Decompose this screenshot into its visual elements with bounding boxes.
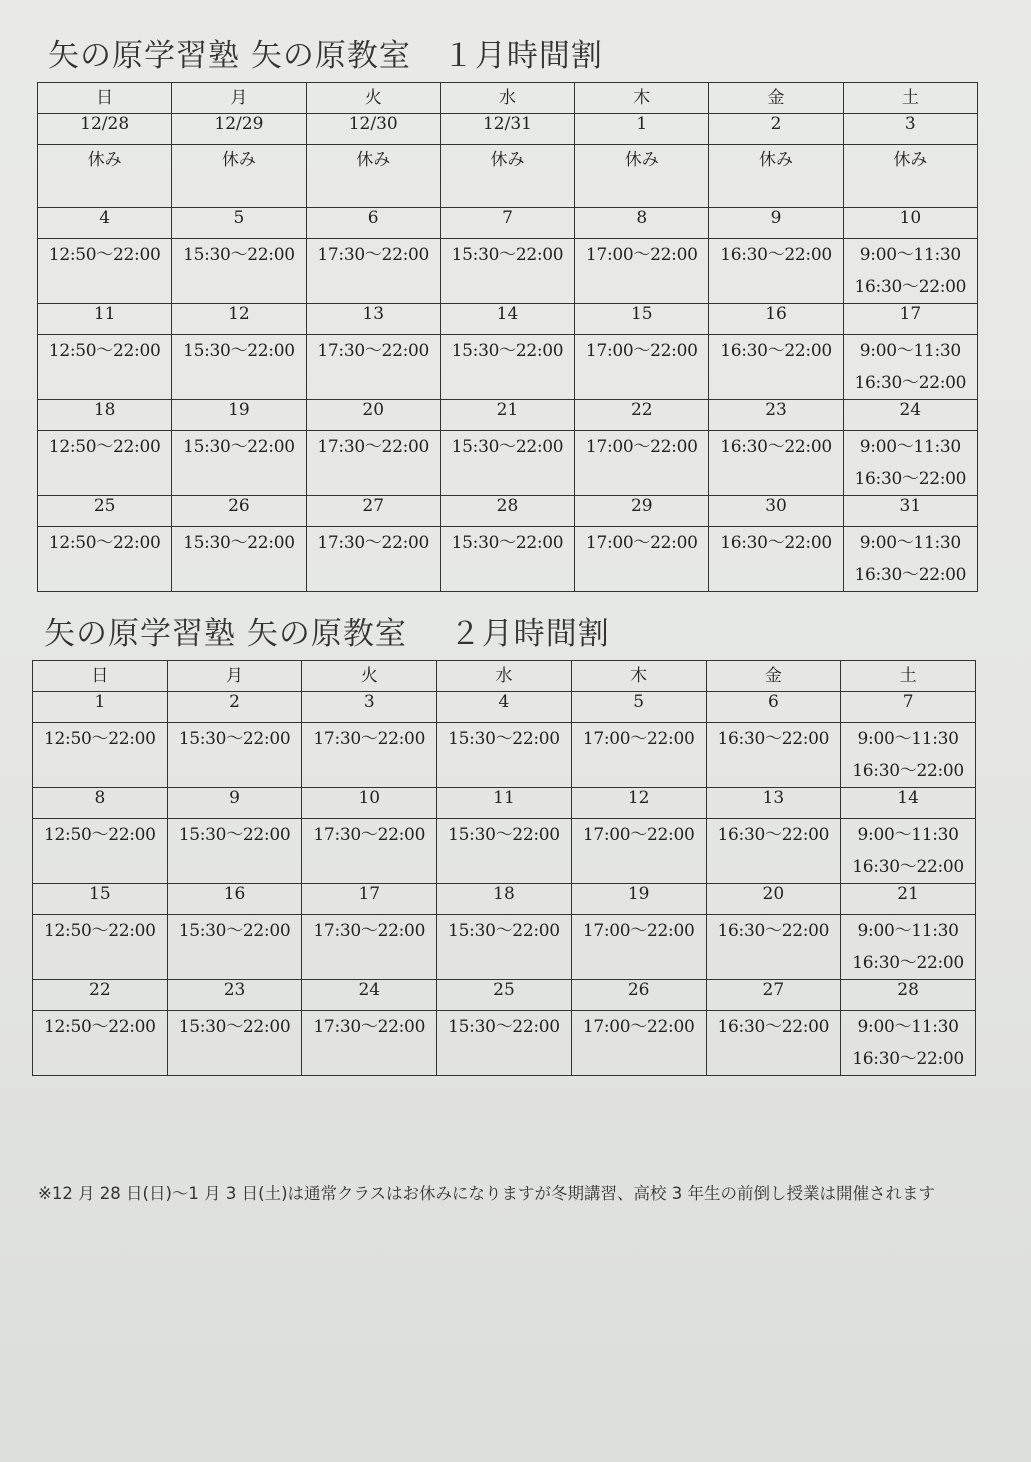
hours-cell	[306, 335, 440, 400]
date-cell: 11	[38, 304, 172, 335]
time-range: 17:30～22:00	[313, 921, 426, 941]
hours-cell	[571, 819, 706, 884]
time-range: 15:30～22:00	[183, 533, 295, 553]
date-cell: 1	[33, 692, 168, 723]
time-range: 12:50～22:00	[48, 341, 161, 361]
hours-cell	[571, 1011, 706, 1076]
time-range: 16:30～22:00	[854, 469, 967, 489]
date-cell: 28	[440, 496, 574, 527]
date-cell: 7	[841, 692, 976, 723]
time-range: 9:00～11:30	[859, 437, 961, 457]
february-timetable	[32, 660, 976, 1076]
time-range: 12:50～22:00	[44, 1017, 156, 1037]
hours-cell	[440, 239, 574, 304]
hours-cell	[38, 431, 172, 496]
hours-cell	[302, 915, 437, 980]
date-cell: 2	[167, 692, 302, 723]
hours-cell	[706, 915, 841, 980]
time-range: 17:00～22:00	[582, 729, 695, 749]
date-row	[33, 788, 976, 819]
time-range: 12:50～22:00	[44, 729, 156, 749]
time-range: 16:30～22:00	[717, 921, 830, 941]
time-range: 17:00～22:00	[585, 341, 698, 361]
date-cell: 2	[709, 114, 843, 145]
date-cell: 9	[167, 788, 302, 819]
date-cell: 13	[306, 304, 440, 335]
time-range: 9:00～11:30	[859, 341, 961, 361]
time-range: 12:50～22:00	[48, 245, 161, 265]
date-cell: 8	[575, 208, 709, 239]
hours-cell	[841, 723, 976, 788]
time-range: 17:00～22:00	[585, 437, 698, 457]
time-range: 15:30～22:00	[451, 437, 564, 457]
hours-cell	[302, 1011, 437, 1076]
date-cell: 3	[843, 114, 977, 145]
weekday-header: 水	[437, 661, 572, 692]
date-cell: 21	[841, 884, 976, 915]
date-cell: 12/31	[440, 114, 574, 145]
hours-cell	[38, 335, 172, 400]
time-range: 17:00～22:00	[585, 245, 698, 265]
date-cell: 19	[571, 884, 706, 915]
date-row	[38, 208, 978, 239]
time-range: 16:30～22:00	[852, 761, 964, 781]
hours-cell	[33, 915, 168, 980]
date-cell: 25	[437, 980, 572, 1011]
time-range: 16:30～22:00	[852, 953, 964, 973]
time-range: 17:00～22:00	[582, 921, 695, 941]
date-row	[33, 980, 976, 1011]
hours-row	[38, 239, 978, 304]
hours-cell	[571, 915, 706, 980]
time-range: 16:30～22:00	[720, 245, 832, 265]
hours-cell	[172, 527, 306, 592]
time-range: 15:30～22:00	[183, 437, 295, 457]
date-row	[38, 304, 978, 335]
date-cell: 15	[33, 884, 168, 915]
hours-cell	[38, 527, 172, 592]
date-cell: 20	[706, 884, 841, 915]
hours-cell	[172, 431, 306, 496]
february-title: 矢の原学習塾 矢の原教室 ２月時間割	[44, 616, 610, 652]
hours-cell	[709, 527, 843, 592]
date-cell: 31	[843, 496, 977, 527]
hours-cell	[172, 239, 306, 304]
hours-cell	[841, 915, 976, 980]
time-range: 17:30～22:00	[317, 437, 430, 457]
hours-row	[33, 915, 976, 980]
date-cell: 24	[302, 980, 437, 1011]
date-row	[33, 884, 976, 915]
hours-cell	[706, 723, 841, 788]
weekday-header: 火	[302, 661, 437, 692]
hours-cell	[440, 527, 574, 592]
date-cell: 16	[709, 304, 843, 335]
date-cell: 27	[706, 980, 841, 1011]
time-range: 9:00～11:30	[859, 533, 961, 553]
hours-cell	[843, 431, 977, 496]
date-cell: 3	[302, 692, 437, 723]
time-range: 9:00～11:30	[859, 245, 961, 265]
weekday-header: 日	[38, 83, 172, 114]
time-range: 12:50～22:00	[44, 825, 156, 845]
date-cell: 23	[167, 980, 302, 1011]
time-range: 9:00～11:30	[857, 825, 959, 845]
time-range: 16:30～22:00	[717, 1017, 830, 1037]
hours-cell	[306, 239, 440, 304]
date-cell: 12	[571, 788, 706, 819]
time-range: 15:30～22:00	[178, 921, 291, 941]
time-range: 12:50～22:00	[48, 437, 161, 457]
date-cell: 8	[33, 788, 168, 819]
time-range: 9:00～11:30	[857, 1017, 959, 1037]
time-range: 15:30～22:00	[448, 1017, 560, 1037]
hours-cell	[575, 431, 709, 496]
hours-cell	[709, 335, 843, 400]
hours-cell	[575, 239, 709, 304]
time-range: 16:30～22:00	[720, 341, 832, 361]
hours-cell	[302, 723, 437, 788]
hours-cell	[440, 335, 574, 400]
hours-row	[33, 1011, 976, 1076]
date-cell: 12/30	[306, 114, 440, 145]
hours-cell	[709, 431, 843, 496]
date-row	[38, 400, 978, 431]
date-cell: 18	[38, 400, 172, 431]
hours-row	[38, 431, 978, 496]
hours-cell	[437, 915, 572, 980]
time-range: 15:30～22:00	[178, 825, 291, 845]
date-cell: 12/28	[38, 114, 172, 145]
weekday-header: 月	[167, 661, 302, 692]
hours-cell	[575, 527, 709, 592]
date-cell: 4	[437, 692, 572, 723]
date-cell: 20	[306, 400, 440, 431]
hours-cell	[709, 239, 843, 304]
date-cell: 5	[172, 208, 306, 239]
weekday-header-row	[33, 661, 976, 692]
date-cell: 15	[575, 304, 709, 335]
time-range: 15:30～22:00	[451, 533, 564, 553]
date-cell: 12	[172, 304, 306, 335]
time-range: 16:30～22:00	[854, 277, 967, 297]
time-range: 16:30～22:00	[717, 825, 830, 845]
hours-cell	[167, 819, 302, 884]
time-range: 15:30～22:00	[183, 341, 295, 361]
date-cell: 29	[575, 496, 709, 527]
date-cell: 28	[841, 980, 976, 1011]
weekday-header: 月	[172, 83, 306, 114]
date-cell: 21	[440, 400, 574, 431]
weekday-header: 火	[306, 83, 440, 114]
date-row	[38, 496, 978, 527]
hours-cell	[843, 335, 977, 400]
date-cell: 26	[172, 496, 306, 527]
hours-cell	[33, 1011, 168, 1076]
hours-cell	[575, 335, 709, 400]
hours-cell	[172, 335, 306, 400]
time-range: 17:30～22:00	[317, 533, 430, 553]
time-range: 15:30～22:00	[178, 1017, 291, 1037]
time-range: 15:30～22:00	[451, 245, 564, 265]
weekday-header: 木	[571, 661, 706, 692]
date-cell: 10	[302, 788, 437, 819]
hours-cell	[843, 527, 977, 592]
hours-row	[33, 723, 976, 788]
date-cell: 26	[571, 980, 706, 1011]
date-cell: 30	[709, 496, 843, 527]
january-timetable	[37, 82, 978, 592]
date-cell: 9	[709, 208, 843, 239]
hours-cell	[38, 239, 172, 304]
time-range: 17:30～22:00	[313, 729, 426, 749]
hours-cell	[841, 819, 976, 884]
time-range: 17:30～22:00	[313, 825, 426, 845]
holiday-note: ※12 月 28 日(日)～1 月 3 日(土)は通常クラスはお休みになりますが冬期講習、高校 3 年生の前倒し授業は開催されます	[38, 1184, 936, 1203]
weekday-header: 木	[575, 83, 709, 114]
hours-cell	[843, 239, 977, 304]
january-title: 矢の原学習塾 矢の原教室 １月時間割	[48, 38, 603, 74]
date-cell: 18	[437, 884, 572, 915]
date-cell: 22	[575, 400, 709, 431]
weekday-header: 土	[843, 83, 977, 114]
time-range: 16:30～22:00	[720, 533, 832, 553]
closed-cell: 休み	[440, 145, 574, 208]
hours-cell	[706, 819, 841, 884]
hours-cell	[571, 723, 706, 788]
hours-row	[38, 527, 978, 592]
hours-row	[33, 819, 976, 884]
hours-cell	[33, 723, 168, 788]
hours-cell	[302, 819, 437, 884]
hours-cell	[440, 431, 574, 496]
date-cell: 14	[841, 788, 976, 819]
hours-cell	[437, 1011, 572, 1076]
hours-cell	[306, 431, 440, 496]
weekday-header: 日	[33, 661, 168, 692]
date-cell: 1	[575, 114, 709, 145]
time-range: 17:30～22:00	[317, 245, 430, 265]
date-cell: 13	[706, 788, 841, 819]
closed-cell: 休み	[172, 145, 306, 208]
weekday-header-row	[38, 83, 978, 114]
time-range: 17:30～22:00	[317, 341, 430, 361]
date-cell: 5	[571, 692, 706, 723]
time-range: 12:50～22:00	[44, 921, 156, 941]
time-range: 16:30～22:00	[852, 1049, 964, 1069]
closed-cell: 休み	[709, 145, 843, 208]
time-range: 16:30～22:00	[854, 565, 967, 585]
hours-cell	[841, 1011, 976, 1076]
date-cell: 7	[440, 208, 574, 239]
time-range: 17:00～22:00	[585, 533, 698, 553]
time-range: 15:30～22:00	[448, 825, 560, 845]
hours-cell	[167, 1011, 302, 1076]
date-cell: 11	[437, 788, 572, 819]
date-cell: 12/29	[172, 114, 306, 145]
hours-cell	[437, 723, 572, 788]
time-range: 9:00～11:30	[857, 921, 959, 941]
time-range: 15:30～22:00	[178, 729, 291, 749]
date-cell: 16	[167, 884, 302, 915]
date-cell: 6	[306, 208, 440, 239]
date-cell: 22	[33, 980, 168, 1011]
date-cell: 27	[306, 496, 440, 527]
time-range: 9:00～11:30	[857, 729, 959, 749]
time-range: 17:00～22:00	[582, 1017, 695, 1037]
date-cell: 23	[709, 400, 843, 431]
time-range: 12:50～22:00	[48, 533, 161, 553]
date-cell: 24	[843, 400, 977, 431]
weekday-header: 金	[706, 661, 841, 692]
time-range: 15:30～22:00	[183, 245, 295, 265]
date-cell: 4	[38, 208, 172, 239]
time-range: 15:30～22:00	[448, 921, 560, 941]
date-cell: 6	[706, 692, 841, 723]
hours-cell	[33, 819, 168, 884]
closed-cell: 休み	[575, 145, 709, 208]
time-range: 17:30～22:00	[313, 1017, 426, 1037]
date-cell: 10	[843, 208, 977, 239]
closed-cell: 休み	[38, 145, 172, 208]
date-cell: 19	[172, 400, 306, 431]
date-cell: 17	[843, 304, 977, 335]
closed-row	[38, 145, 978, 208]
hours-cell	[167, 723, 302, 788]
hours-cell	[167, 915, 302, 980]
time-range: 16:30～22:00	[854, 373, 967, 393]
hours-cell	[306, 527, 440, 592]
hours-cell	[437, 819, 572, 884]
hours-cell	[706, 1011, 841, 1076]
closed-cell: 休み	[306, 145, 440, 208]
weekday-header: 金	[709, 83, 843, 114]
date-cell: 25	[38, 496, 172, 527]
date-cell: 14	[440, 304, 574, 335]
closed-cell: 休み	[843, 145, 977, 208]
time-range: 17:00～22:00	[582, 825, 695, 845]
date-row	[38, 114, 978, 145]
time-range: 16:30～22:00	[717, 729, 830, 749]
date-cell: 17	[302, 884, 437, 915]
time-range: 16:30～22:00	[852, 857, 964, 877]
time-range: 16:30～22:00	[720, 437, 832, 457]
hours-row	[38, 335, 978, 400]
weekday-header: 水	[440, 83, 574, 114]
time-range: 15:30～22:00	[448, 729, 560, 749]
time-range: 15:30～22:00	[451, 341, 564, 361]
weekday-header: 土	[841, 661, 976, 692]
date-row	[33, 692, 976, 723]
